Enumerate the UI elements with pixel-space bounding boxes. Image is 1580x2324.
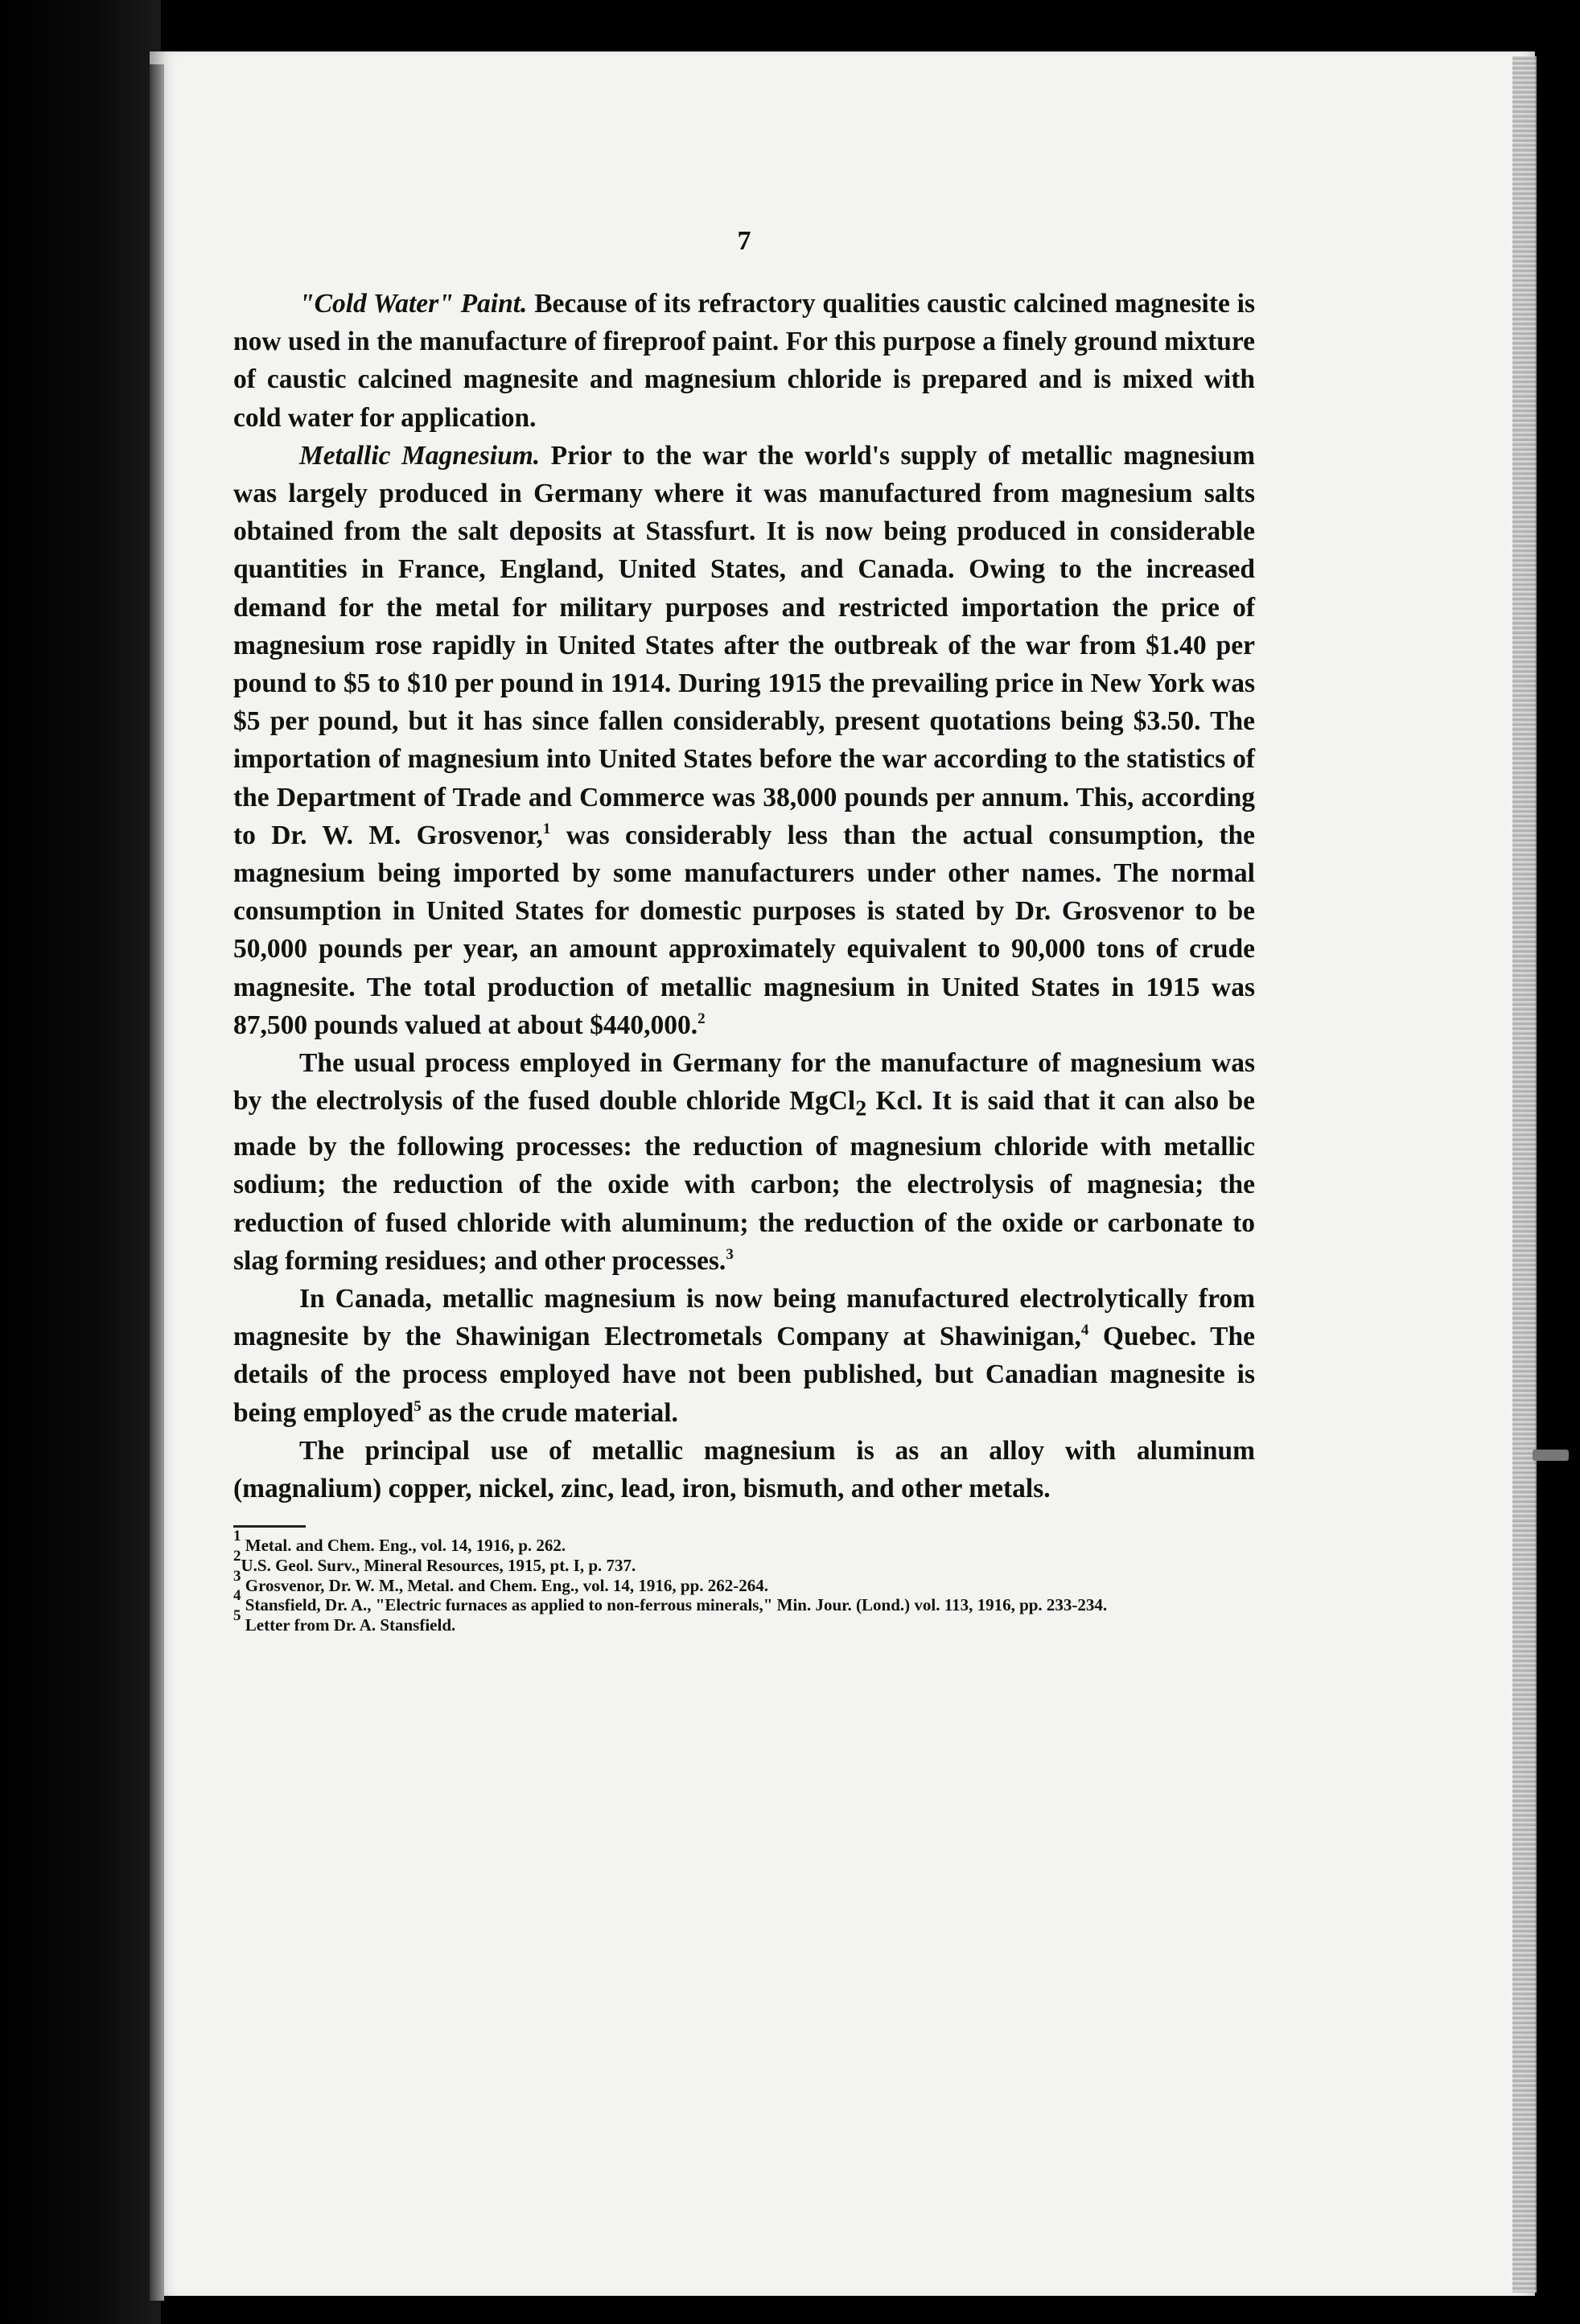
section-heading-cold-water-paint: "Cold Water" Paint.: [299, 289, 528, 319]
footnote-item: [233, 1607, 1255, 1635]
footnote-text: Grosvenor, Dr. W. M., Metal. and Chem. Eng., vol. 14, 1916, pp. 262-264.: [241, 1575, 769, 1595]
paragraph-german-process: [233, 1044, 1255, 1280]
footnote-number: 5: [233, 1607, 241, 1624]
footnote-number: 2: [233, 1547, 241, 1565]
paragraph-text: Kcl. It is said that it can also be made by the following processes: the reduction of magnesium chloride with metallic sodium; the reduction of the oxide with carbon; the electrolysis of magnesia; the reduction of fused chloride with aluminum; the reduction of the oxide or carbonate to slag forming residues; and other processes.: [233, 1086, 1255, 1276]
footnote-ref-4: 4: [1080, 1322, 1089, 1339]
footnote-item: [233, 1528, 1255, 1556]
paragraph-text: The usual process employed in Germany for the manufacture of magnesium was by the electrolysis of the fused double chloride MgCl: [233, 1048, 1255, 1117]
paragraph-cold-water-paint: [233, 285, 1255, 437]
paragraph-metallic-magnesium: [233, 437, 1255, 1044]
footnote-item: [233, 1567, 1255, 1596]
paragraph-text: Prior to the war the world's supply of metallic magnesium was largely produced in Germany where it was manufactured from magnesium salts obtained from the salt deposits at Stassfurt. It is now being produced in considerable quantities in France, England, United States, and Canada. Owing to the increased demand for the metal for military purposes and restricted importation the price of magnesium rose rapidly in United States after the outbreak of the war from $1.40 per pound to $5 to $10 per pound in 1914. During 1915 the prevailing price in New York was $5 per pound, but it has since fallen considerably, present quotations being $3.50. The importation of magnesium into United States before the war according to the statistics of the Department of Trade and Commerce was 38,000 pounds per annum. This, according to Dr. W. M. Grosvenor,: [233, 440, 1255, 850]
section-heading-metallic-magnesium: Metallic Magnesium.: [299, 440, 541, 471]
footnote-number: 4: [233, 1587, 241, 1605]
paragraph-text: Because of its refractory qualities caustic calcined magnesite is now used in the manufacture of fireproof paint. For this purpose a finely ground mixture of caustic calcined magnesite and magnesium chloride is prepared and is mixed with cold water for application.: [233, 289, 1255, 433]
book-spine-shadow: [150, 64, 164, 2301]
footnote-text: Stansfield, Dr. A., "Electric furnaces as applied to non-ferrous minerals," Min. Jour. (Lond.) vol. 113, 1916, pp. 233-234.: [241, 1595, 1108, 1615]
footnote-number: 1: [233, 1528, 241, 1545]
footnote-text: Metal. and Chem. Eng., vol. 14, 1916, p. 262.: [241, 1536, 566, 1556]
page-number: 7: [737, 226, 751, 256]
paragraph-text: In Canada, metallic magnesium is now being manufactured electrolytically from magnesite by the Shawinigan Electrometals Company at Shawinigan,: [233, 1283, 1255, 1352]
scan-left-margin: [0, 0, 161, 2324]
paragraph-text: Quebec. The details of the process employed have not been published, but Canadian magnesite is being employed: [233, 1322, 1255, 1428]
footnote-divider: [233, 1525, 306, 1528]
footnote-ref-2: 2: [697, 1010, 706, 1027]
page-right-edge: [1512, 56, 1537, 2293]
footnote-text: U.S. Geol. Surv., Mineral Resources, 1915, pt. I, p. 737.: [241, 1555, 636, 1575]
footnote-text: Letter from Dr. A. Stansfield.: [241, 1615, 456, 1635]
chemical-subscript: 2: [855, 1096, 867, 1121]
page-content: [233, 225, 1255, 1635]
footnote-item: [233, 1547, 1255, 1576]
footnote-ref-1: 1: [542, 820, 551, 837]
paragraph-text: as the crude material.: [421, 1397, 678, 1428]
footnote-ref-5: 5: [414, 1397, 422, 1415]
paragraph-text: The principal use of metallic magnesium is as an alloy with aluminum (magnalium) copper, nickel, zinc, lead, iron, bismuth, and other metals.: [233, 1435, 1255, 1503]
footnotes: [233, 1528, 1255, 1635]
paragraph-text: was considerably less than the actual consumption, the magnesium being imported by some manufacturers under other names. The normal consumption in United States for domestic purposes is stated by Dr. Grosvenor to be 50,000 pounds per year, an amount approximately equivalent to 90,000 tons of crude magnesite. The total production of metallic magnesium in United States in 1915 was 87,500 pounds valued at about $440,000.: [233, 820, 1255, 1040]
footnote-ref-3: 3: [726, 1245, 734, 1263]
paragraph-canada: [233, 1280, 1255, 1432]
footnote-number: 3: [233, 1567, 241, 1585]
paragraph-principal-use: [233, 1432, 1255, 1508]
page-edge-tab: [1533, 1450, 1569, 1461]
footnote-item: [233, 1587, 1255, 1615]
